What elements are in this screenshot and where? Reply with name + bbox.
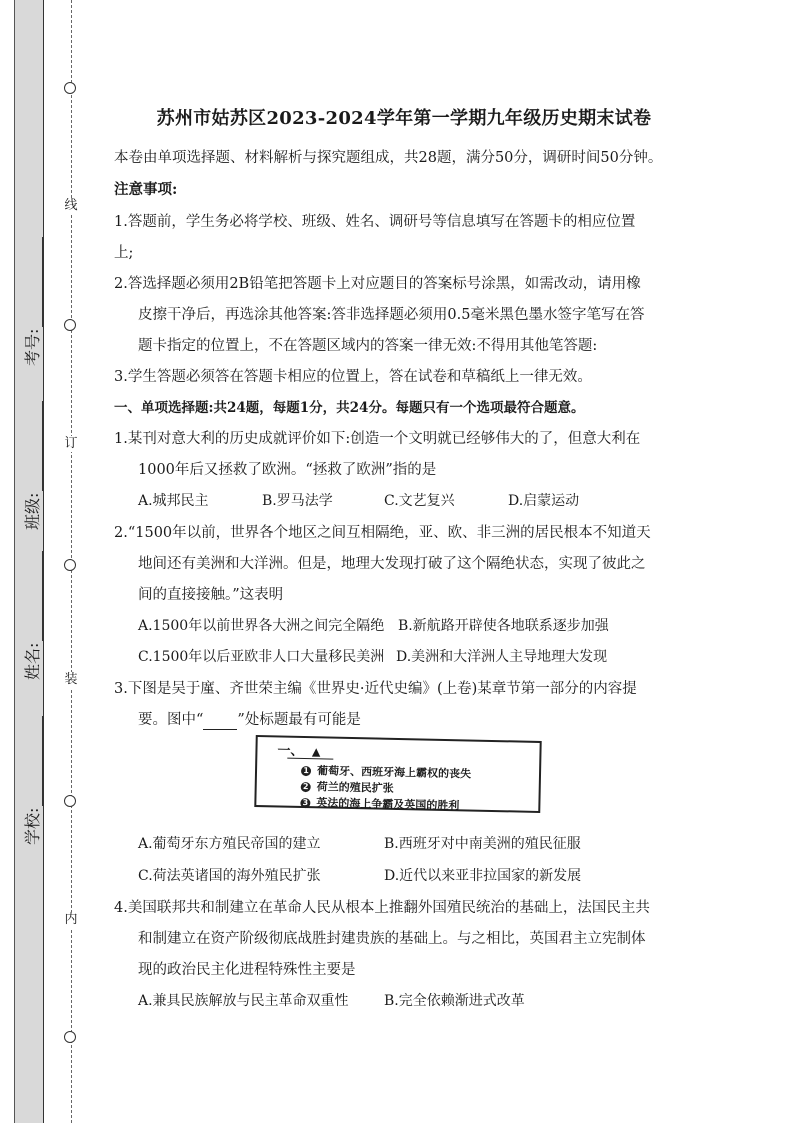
q3-option-b[interactable]: B.西班牙对中南美洲的殖民征服 — [384, 836, 581, 852]
q2-option-a[interactable]: A.1500年以前世界各大洲之间完全隔绝 — [138, 618, 385, 634]
q3-option-c[interactable]: C.荷法英诸国的海外殖民扩张 — [138, 868, 321, 884]
number-badge-icon: 2 — [301, 782, 311, 792]
q3-option-a[interactable]: A.葡萄牙东方殖民帝国的建立 — [138, 836, 321, 852]
note-1: 1.答题前，学生务必将学校、班级、姓名、调研号等信息填写在答题卡的相应位置 — [114, 214, 636, 230]
q3-stem-pre: 要。图中“ — [138, 712, 204, 728]
q3-figure — [254, 735, 541, 813]
q1-option-d[interactable]: D.启蒙运动 — [508, 493, 580, 509]
binding-char-xian: 线 — [64, 198, 78, 213]
exam-number-field[interactable] — [20, 237, 43, 366]
binding-hole — [64, 319, 76, 331]
binding-hole — [64, 559, 76, 571]
q3-blank — [203, 715, 237, 730]
q1-stem-cont: 1000年后又拯救了欧洲。“拯救了欧洲”指的是 — [138, 462, 437, 478]
binding-char-nei: 内 — [64, 912, 78, 927]
intro-text: 本卷由单项选择题、材料解析与探究题组成，共28题，满分50分，调研时间50分钟。 — [114, 150, 663, 166]
notes-heading: 注意事项: — [114, 181, 178, 198]
figure-heading — [277, 739, 333, 759]
q2-stem-cont2: 间的直接接触。”这表明 — [138, 587, 284, 603]
note-2: 2.答选择题必须用2B铅笔把答题卡上对应题目的答案标号涂黑，如需改动，请用橡 — [114, 276, 641, 292]
figure-item-3: 3 英法的海上争霸及英国的胜利 — [300, 794, 459, 813]
school-label: 学校: — [23, 807, 42, 845]
triangle-marker-icon: ▲ — [311, 745, 321, 759]
q1-option-c[interactable]: C.文艺复兴 — [384, 493, 455, 509]
figure-heading-number: 一、 — [277, 743, 304, 760]
note-1-cont: 上; — [114, 245, 134, 261]
q3-option-d[interactable]: D.近代以来亚非拉国家的新发展 — [384, 868, 582, 884]
class-label: 班级: — [23, 492, 42, 530]
name-label: 姓名: — [23, 642, 42, 680]
binding-hole — [64, 795, 76, 807]
q2-stem: 2.“1500年以前，世界各个地区之间互相隔绝，亚、欧、非三洲的居民根本不知道天 — [114, 525, 651, 541]
q4-option-b[interactable]: B.完全依赖渐进式改革 — [384, 993, 525, 1009]
q2-option-b[interactable]: B.新航路开辟使各地联系逐步加强 — [398, 618, 609, 634]
q2-option-c[interactable]: C.1500年以后亚欧非人口大量移民美洲 — [138, 649, 385, 665]
q3-stem-cont — [138, 710, 361, 730]
q4-option-a[interactable]: A.兼具民族解放与民主革命双重性 — [138, 993, 349, 1009]
number-badge-icon: 1 — [301, 766, 311, 776]
q2-option-d[interactable]: D.美洲和大洋洲人主导地理大发现 — [396, 649, 608, 665]
number-badge-icon: 3 — [300, 798, 310, 808]
binding-char-zhuang: 装 — [64, 672, 78, 687]
note-3: 3.学生答题必须答在答题卡相应的位置上，答在试卷和草稿纸上一律无效。 — [114, 369, 592, 385]
exam-number-label: 考号: — [23, 328, 42, 366]
figure-item-2: 2 荷兰的殖民扩张 — [301, 778, 394, 796]
binding-char-ding: 订 — [64, 436, 78, 451]
page-title: 苏州市姑苏区2023-2024学年第一学期九年级历史期末试卷 — [156, 108, 652, 129]
q1-option-a[interactable]: A.城邦民主 — [138, 493, 209, 509]
q4-stem: 4.美国联邦共和制建立在革命人民从根本上推翻外国殖民统治的基础上，法国民主共 — [114, 900, 650, 916]
figure-blank-line — [287, 746, 333, 760]
binding-hole — [64, 82, 76, 94]
q4-stem-cont2: 现的政治民主化进程特殊性主要是 — [138, 962, 356, 978]
q3-stem-post: ”处标题最有可能是 — [237, 712, 361, 728]
note-2-cont: 皮擦干净后，再选涂其他答案:答非选择题必须用0.5毫米黑色墨水签字笔写在答 — [138, 307, 645, 323]
q4-stem-cont: 和制建立在资产阶级彻底战胜封建贵族的基础上。与之相比，英国君主立宪制体 — [138, 931, 646, 947]
q1-option-b[interactable]: B.罗马法学 — [262, 493, 333, 509]
class-field[interactable] — [20, 401, 43, 530]
q2-stem-cont: 地间还有美洲和大洋洲。但是，地理大发现打破了这个隔绝状态，实现了彼此之 — [138, 556, 646, 572]
section-heading: 一、单项选择题:共24题，每题1分，共24分。每题只有一个选项最符合题意。 — [114, 400, 585, 416]
name-field[interactable] — [20, 551, 43, 680]
q3-stem: 3.下图是吴于廑、齐世荣主编《世界史·近代史编》(上卷)某章节第一部分的内容提 — [114, 681, 637, 697]
school-field[interactable] — [20, 716, 43, 845]
binding-hole — [64, 1031, 76, 1043]
q1-stem: 1.某刊对意大利的历史成就评价如下:创造一个文明就已经够伟大的了，但意大利在 — [114, 431, 641, 447]
figure-item-1: 1 葡萄牙、西班牙海上霸权的丧失 — [301, 762, 471, 782]
note-2-cont2: 题卡指定的位置上，不在答题区域内的答案一律无效:不得用其他笔答题: — [138, 338, 598, 354]
